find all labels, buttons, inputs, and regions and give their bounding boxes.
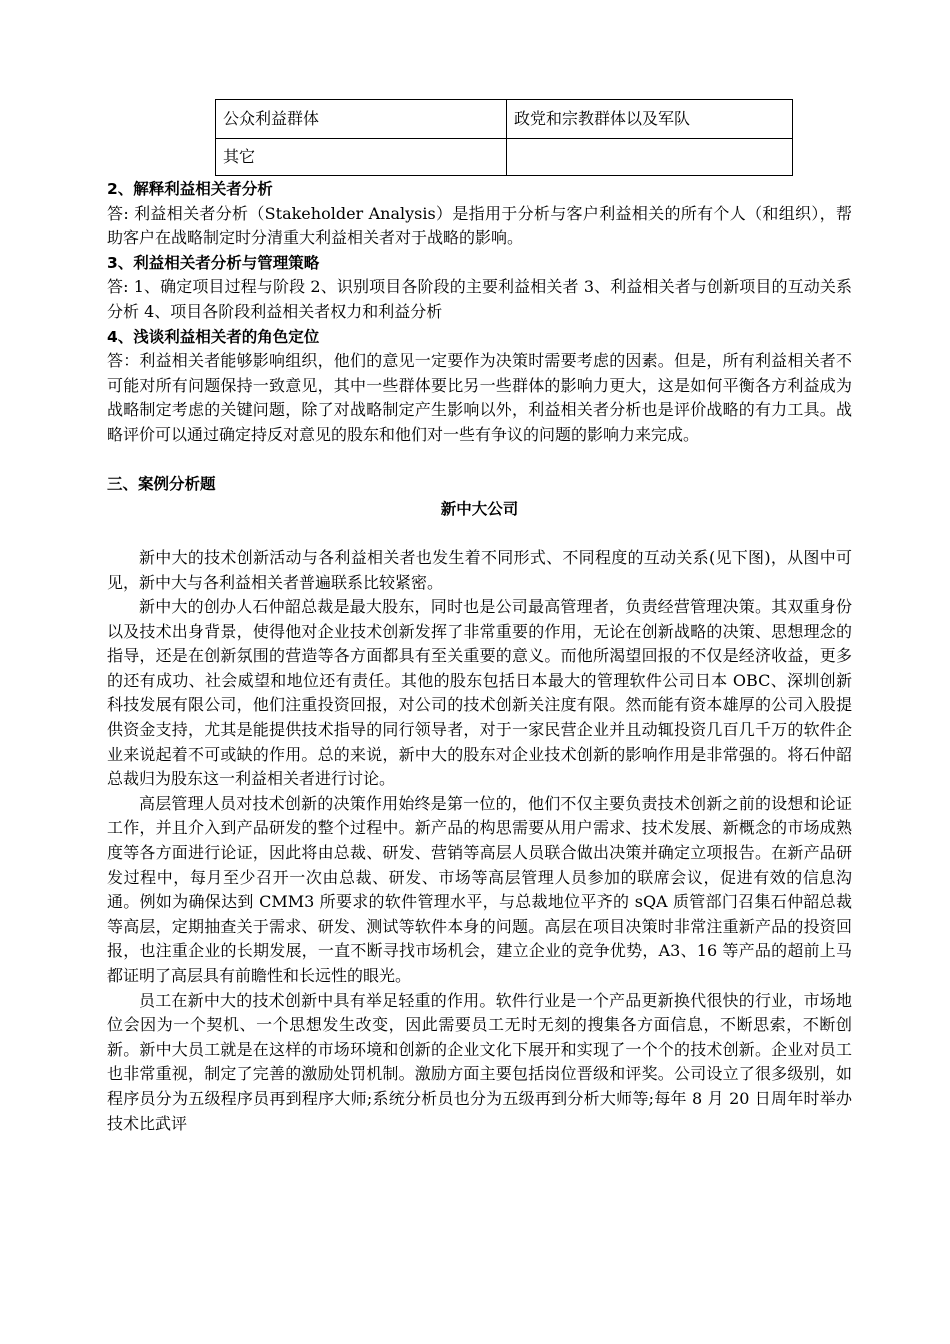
table-row	[216, 139, 793, 176]
table-cell: 公众利益群体	[216, 100, 507, 139]
document-body	[107, 177, 852, 1136]
question-4-answer: 答：利益相关者能够影响组织，他们的意见一定要作为决策时需要考虑的因素。但是，所有利益相关者不可能对所有问题保持一致意见，其中一些群体要比另一些群体的影响力更大，这是如何平衡各方利益成为战略制定考虑的关键问题，除了对战略制定产生影响以外，利益相关者分析也是评价战略的有力工具。战略评价可以通过确定持反对意见的股东和他们对一些有争议的问题的影响力来完成。	[107, 351, 852, 444]
table-cell: 其它	[216, 139, 507, 176]
case-title: 新中大公司	[440, 499, 519, 518]
stakeholder-table	[215, 99, 793, 176]
table-row	[216, 100, 793, 139]
table-cell: 政党和宗教群体以及军队	[507, 100, 793, 139]
question-2-heading: 2、解释利益相关者分析	[107, 180, 273, 198]
case-paragraph-4: 员工在新中大的技术创新中具有举足轻重的作用。软件行业是一个产品更新换代很快的行业，市场地位会因为一个契机、一个思想发生改变，因此需要员工无时无刻的搜集各方面信息，不断思索，不断创新。新中大员工就是在这样的市场环境和创新的企业文化下展开和实现了一个个的技术创新。企业对员工也非常重视，制定了完善的激励处罚机制。激励方面主要包括岗位晋级和评奖。公司设立了很多级别，如程序员分为五级程序员再到程序大师;系统分析员也分为五级再到分析大师等;每年 8 月 20 日周年时举办技术比武评	[107, 990, 852, 1133]
case-paragraph-3: 高层管理人员对技术创新的决策作用始终是第一位的，他们不仅主要负责技术创新之前的设想和论证工作，并且介入到产品研发的整个过程中。新产品的构思需要从用户需求、技术发展、新概念的市场成熟度等各方面进行论证，因此将由总裁、研发、营销等高层人员联合做出决策并确定立项报告。在新产品研发过程中，每月至少召开一次由总裁、研发、市场等高层管理人员参加的联席会议，促进有效的信息沟通。例如为确保达到 CMM3 所要求的软件管理水平，与总裁地位平齐的 sQA 质管部门召集石仲韶总裁等高层，定期抽查关于需求、研发、测试等软件本身的问题。高层在项目决策时非常注重新产品的投资回报，也注重企业的长期发展，一直不断寻找市场机会，建立企业的竞争优势，A3、16 等产品的超前上马都证明了高层具有前瞻性和长远性的眼光。	[107, 793, 852, 985]
spacer	[107, 448, 852, 473]
spacer	[107, 521, 852, 546]
question-3-heading: 3、利益相关者分析与管理策略	[107, 253, 320, 272]
table-cell	[507, 139, 793, 176]
question-3-answer: 答: 1、确定项目过程与阶段 2、识别项目各阶段的主要利益相关者 3、利益相关者与创新项目的互动关系分析 4、项目各阶段利益相关者权力和利益分析	[107, 277, 852, 321]
question-2-answer: 答: 利益相关者分析（Stakeholder Analysis）是指用于分析与客户利益相关的所有个人（和组织），帮助客户在战略制定时分清重大利益相关者对于战略的影响。	[107, 203, 852, 248]
case-paragraph-1: 新中大的技术创新活动与各利益相关者也发生着不同形式、不同程度的互动关系(见下图)，从图中可见，新中大与各利益相关者普遍联系比较紧密。	[107, 547, 852, 592]
part-3-heading: 三、案例分析题	[107, 475, 216, 494]
question-4-heading: 4、浅谈利益相关者的角色定位	[107, 327, 320, 346]
case-paragraph-2: 新中大的创办人石仲韶总裁是最大股东，同时也是公司最高管理者，负责经营管理决策。其双重身份以及技术出身背景，使得他对企业技术创新发挥了非常重要的作用，无论在创新战略的决策、思想理念的指导，还是在创新氛围的营造等各方面都具有至关重要的意义。而他所渴望回报的不仅是经济收益，更多的还有成功、社会威望和地位还有责任。其他的股东包括日本最大的管理软件公司日本 OBC、深圳创新科技发展有限公司，他们注重投资回报，对公司的技术创新关注度有限。然而能有资本雄厚的公司入股提供资金支持，尤其是能提供技术指导的同行领导者，对于一家民营企业并且动辄投资几百几千万的软件企业来说起着不可或缺的作用。总的来说，新中大的股东对企业技术创新的影响作用是非常强的。将石仲韶总裁归为股东这一利益相关者进行讨论。	[107, 597, 852, 789]
